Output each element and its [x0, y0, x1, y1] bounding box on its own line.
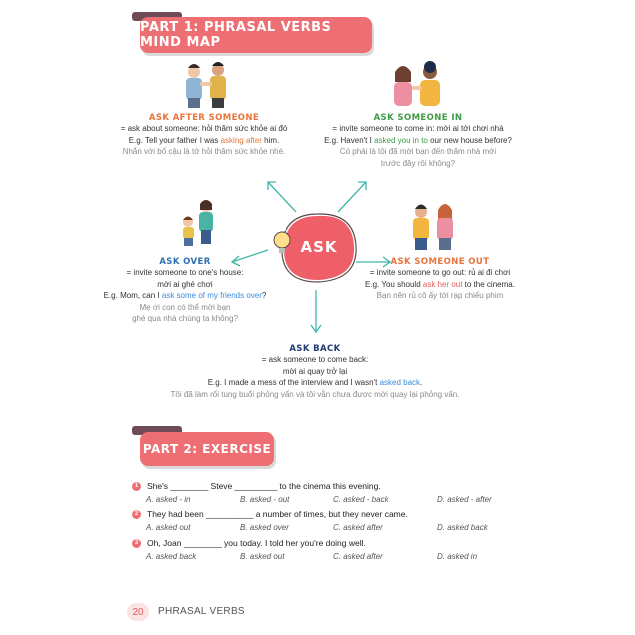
- node-definition: = ask about someone: hỏi thăm sức khỏe ai đó: [120, 124, 288, 133]
- node-translation: Tôi đã làm rối tung buổi phỏng vấn và tôi vẫn chưa được mời quay lại phỏng vấn.: [170, 389, 460, 399]
- node-ask-back: [140, 344, 490, 400]
- center-word: ASK: [300, 238, 338, 256]
- footer-label: PHRASAL VERBS: [158, 606, 245, 617]
- node-translation: Nhắn với bố cậu là tớ hỏi thăm sức khỏe nhé.: [122, 147, 286, 156]
- question-text: They had been __________ a number of times, but they never came.: [147, 509, 408, 519]
- node-title: ASK SOMEONE OUT: [390, 257, 490, 267]
- question-number: 1: [132, 482, 141, 491]
- node-translation: Mẹ ơi con có thể mời bạn: [139, 302, 231, 312]
- option-b[interactable]: B. asked out: [240, 552, 285, 561]
- node-translation: Bạn nên rủ cô ấy tới rạp chiếu phim: [376, 291, 504, 300]
- node-title: ASK SOMEONE IN: [373, 113, 463, 123]
- node-definition: = invite someone to one's house:: [126, 268, 244, 277]
- question-2: [132, 509, 408, 519]
- node-title: ASK AFTER SOMEONE: [148, 113, 260, 123]
- node-translation: Có phải là tôi đã mời bạn đến thăm nhà mới: [339, 147, 497, 156]
- part2-title: PART 2: EXERCISE: [142, 442, 272, 456]
- arrow-in: [338, 182, 366, 212]
- node-definition-vi: mời ai quay trở lại: [282, 366, 348, 376]
- node-translation-2: ghé qua nhà chúng ta không?: [132, 314, 238, 323]
- question-text: She's ________ Steve _________ to the cinema this evening.: [147, 481, 381, 491]
- option-c[interactable]: C. asked - back: [333, 495, 389, 504]
- node-definition: = invite someone to come in: mời ai tới chơi nhà: [332, 124, 504, 133]
- question-number: 2: [132, 510, 141, 519]
- node-example: E.g. Haven't I asked you in to our new house before?: [324, 135, 512, 145]
- page-number: 20: [127, 603, 149, 621]
- node-ask-out: [350, 257, 530, 302]
- node-example: E.g. Tell your father I was asking after him.: [128, 135, 280, 145]
- option-b[interactable]: B. asked - out: [240, 495, 290, 504]
- node-title: ASK OVER: [159, 257, 211, 267]
- option-a[interactable]: A. asked - in: [146, 495, 191, 504]
- question-1: [132, 481, 381, 491]
- option-c[interactable]: C. asked after: [333, 523, 383, 532]
- node-example: E.g. You should ask her out to the cinema.: [365, 279, 515, 289]
- question-number: 3: [132, 539, 141, 548]
- option-a[interactable]: A. asked back: [146, 552, 197, 561]
- node-definition-vi: mời ai ghé chơi: [157, 279, 213, 289]
- node-definition: = ask someone to come back:: [261, 355, 369, 364]
- node-example: E.g. I made a mess of the interview and I wasn't asked back.: [207, 378, 423, 387]
- option-d[interactable]: D. asked in: [437, 552, 478, 561]
- option-c[interactable]: C. asked after: [333, 552, 383, 561]
- node-definition: = invite someone to go out: rủ ai đi chơi: [369, 268, 511, 277]
- option-b[interactable]: B. asked over: [240, 523, 289, 532]
- node-title: ASK BACK: [289, 344, 341, 354]
- node-translation-2: trước đây rồi không?: [380, 158, 456, 168]
- part2-banner: [140, 432, 274, 466]
- question-text: Oh, Joan ________ you today. I told her you're doing well.: [147, 538, 366, 548]
- option-d[interactable]: D. asked back: [437, 523, 488, 532]
- node-ask-over: [100, 257, 270, 325]
- arrow-after: [268, 182, 296, 212]
- part1-title: PART 1: PHRASAL VERBS MIND MAP: [140, 20, 332, 50]
- option-a[interactable]: A. asked out: [146, 523, 191, 532]
- option-d[interactable]: D. asked - after: [437, 495, 492, 504]
- question-3: [132, 538, 366, 548]
- node-example: E.g. Mom, can I ask some of my friends over?: [103, 291, 267, 300]
